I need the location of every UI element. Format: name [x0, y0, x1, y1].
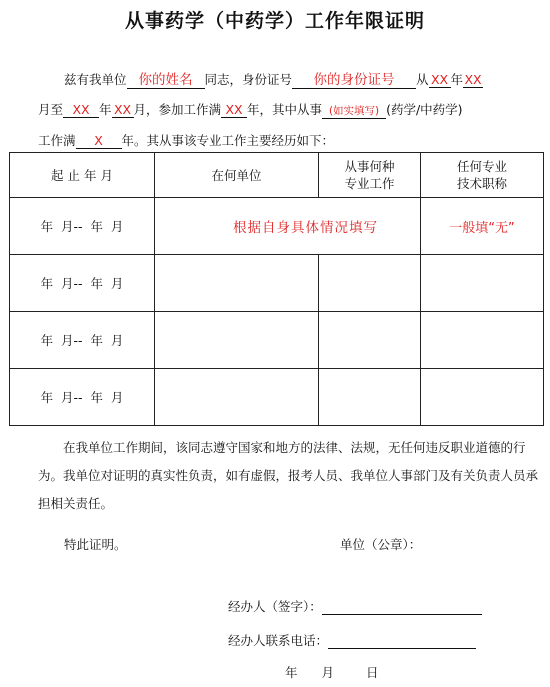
- table-row: [10, 369, 544, 426]
- title-cell[interactable]: 一般填“无”: [421, 198, 544, 255]
- handler-signature-field[interactable]: [322, 600, 482, 615]
- table-header-row: [10, 153, 544, 198]
- title-cell[interactable]: [421, 369, 544, 426]
- from-month-field[interactable]: XX: [464, 72, 482, 87]
- unit-cell[interactable]: [155, 312, 319, 369]
- to-year-field[interactable]: XX: [63, 102, 99, 118]
- handler-phone-field[interactable]: [328, 634, 476, 649]
- work-type-cell[interactable]: [319, 255, 421, 312]
- certification-text: 特此证明。: [64, 537, 127, 552]
- unit-fill-note: 根据自身具体情况填写: [233, 220, 378, 236]
- field-type-hint: (药学/中药学): [386, 102, 463, 117]
- month-to-label: 月至: [38, 102, 64, 117]
- date-month-label: 月: [321, 665, 335, 680]
- field-label: 年，其中从事: [247, 102, 323, 117]
- work-type-cell[interactable]: [319, 369, 421, 426]
- handler-signature-row: [228, 597, 482, 615]
- handler-phone-row: [228, 631, 476, 649]
- unit-cell[interactable]: [155, 255, 319, 312]
- table-row: [10, 198, 544, 255]
- phone-label: 经办人联系电话：: [228, 633, 329, 648]
- field-years-field[interactable]: X: [76, 133, 122, 149]
- unit-seal-label: 单位（公章）：: [340, 537, 422, 552]
- handler-label: 经办人（签字）：: [228, 599, 322, 614]
- experience-table: [9, 152, 544, 426]
- header-title: 任何专业 技术职称: [421, 153, 544, 198]
- table-row: [10, 312, 544, 369]
- from-year-field[interactable]: XX: [429, 72, 451, 88]
- field-years-label: 工作满: [38, 133, 76, 148]
- intro-line-3: [38, 131, 334, 149]
- responsibility-paragraph: 在我单位工作期间，该同志遵守国家和地方的法律、法规，无任何违反职业道德的行为。我单位对证明的真实性负责，如有虚假，报考人员、我单位人事部门及有关负责人员承担相关责任。: [38, 440, 539, 511]
- work-total-label: 月，参加工作满: [133, 102, 222, 117]
- intro-line-2: [38, 100, 463, 119]
- header-period: 起 止 年 月: [10, 153, 155, 198]
- unit-cell[interactable]: [155, 369, 319, 426]
- period-cell[interactable]: 年 月-- 年 月: [10, 198, 155, 255]
- id-label: 同志，身份证号: [204, 72, 293, 87]
- date-day-label: 日: [366, 665, 379, 680]
- year-unit: 年: [450, 72, 464, 87]
- id-number-field[interactable]: 你的身份证号: [292, 68, 416, 89]
- unit-cell[interactable]: [155, 198, 421, 255]
- name-field[interactable]: 你的姓名: [127, 68, 205, 89]
- document-title: 从事药学（中药学）工作年限证明: [124, 10, 425, 32]
- year-unit: 年: [99, 102, 112, 117]
- title-cell[interactable]: [421, 255, 544, 312]
- experience-intro: 年。其从事该专业工作主要经历如下：: [121, 133, 335, 148]
- intro-prefix: 兹有我单位: [64, 72, 127, 87]
- from-label: 从: [416, 72, 429, 87]
- header-unit: 在何单位: [155, 153, 319, 198]
- period-cell[interactable]: 年 月-- 年 月: [10, 312, 155, 369]
- title-cell[interactable]: [421, 312, 544, 369]
- intro-line-1: [64, 68, 483, 89]
- header-work-type: 从事何种 专业工作: [319, 153, 421, 198]
- total-years-field[interactable]: XX: [221, 102, 247, 118]
- to-month-field[interactable]: XX: [112, 102, 134, 118]
- period-cell[interactable]: 年 月-- 年 月: [10, 255, 155, 312]
- date-row: [285, 663, 379, 681]
- work-type-cell[interactable]: [319, 312, 421, 369]
- date-year-label: 年: [285, 665, 298, 680]
- field-type-field[interactable]: (如实填写): [322, 103, 386, 119]
- table-row: [10, 255, 544, 312]
- period-cell[interactable]: 年 月-- 年 月: [10, 369, 155, 426]
